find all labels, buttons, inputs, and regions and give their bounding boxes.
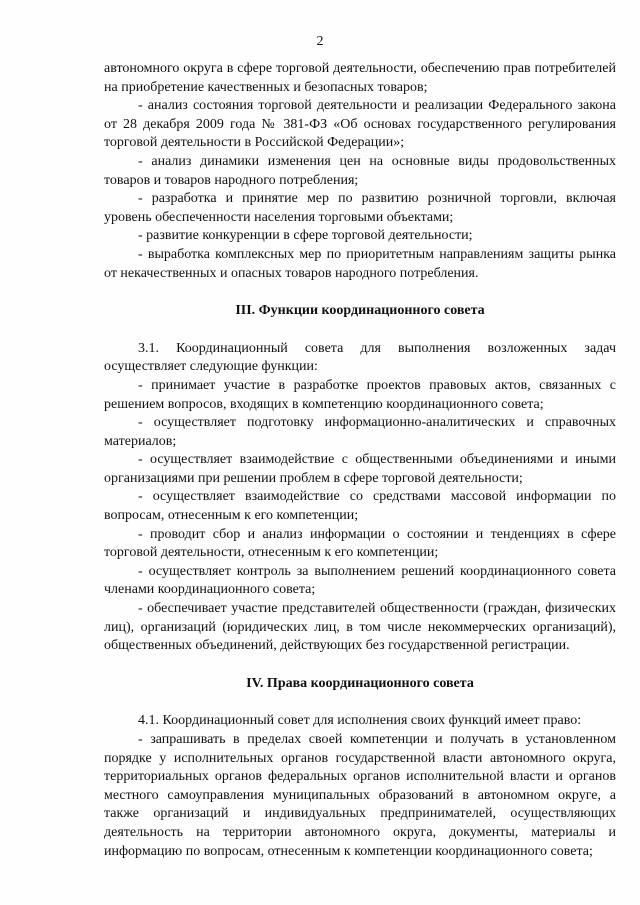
list-item: - осуществляет взаимодействие с общественными объединениями и иными организациями при решении проблем в сфере торговой деятельности;	[104, 452, 616, 486]
list-item: - осуществляет контроль за выполнением решений координационного совета членами координационного совета;	[104, 563, 616, 598]
list-item: - принимает участие в разработке проектов правовых актов, связанных с решением вопросов, входящих в компетенцию координационного совета;	[104, 377, 616, 412]
list-item: - развитие конкуренции в сфере торговой деятельности;	[138, 228, 473, 244]
section-heading-rights: IV. Права координационного совета	[246, 675, 474, 691]
section-heading-functions: III. Функции координационного совета	[235, 303, 485, 319]
section-intro: 3.1. Координационный совета для выполнения возложенных задач осуществляет следующие функции:	[104, 340, 616, 375]
paragraph-continuation: автономного округа в сфере торговой деятельности, обеспечению прав потребителей на приобретение качественных и безопасных товаров;	[104, 61, 616, 95]
list-item: - осуществляет взаимодействие со средствами массовой информации по вопросам, отнесенным к его компетенции;	[104, 489, 616, 524]
list-item: - выработка комплексных мер по приоритетным направлениям защиты рынка от некачественных и опасных товаров народного потребления.	[104, 246, 616, 281]
list-item: - разработка и принятие мер по развитию розничной торговли, включая уровень обеспеченности населения торговыми объектами;	[104, 191, 616, 225]
section-intro: 4.1. Координационный совет для исполнения своих функций имеет право:	[138, 713, 582, 729]
page-number: 2	[316, 34, 324, 49]
document-body	[104, 60, 616, 861]
list-item: - запрашивать в пределах своей компетенции и получать в установленном порядке у исполнительных органов государственной власти автономного округа, территориальных органов федеральных органов исполнительной власти и органов местного самоуправления муниципальных образований в автономном округе, а также организаций и индивидуальных предпринимателей, осуществляющих деятельность на территории автономного округа, документы, материалы и информацию по вопросам, отнесенным к компетенции координационного совета;	[104, 732, 616, 859]
list-item: - проводит сбор и анализ информации о состоянии и тенденциях в сфере торговой деятельности, отнесенным к его компетенции;	[104, 526, 616, 561]
list-item: - анализ состояния торговой деятельности и реализации Федерального закона от 28 декабря 2009 года № 381-ФЗ «Об основах государственного регулирования торговой деятельности в Российской Федерации»;	[104, 98, 616, 151]
list-item: - анализ динамики изменения цен на основные виды продовольственных товаров и товаров народного потребления;	[104, 153, 616, 188]
list-item: - обеспечивает участие представителей общественности (граждан, физических лиц), организаций (юридических лиц, в том числе некоммерческих организаций), общественных объединений, действующих без государственной регистрации.	[104, 601, 616, 654]
list-item: - осуществляет подготовку информационно-аналитических и справочных материалов;	[104, 415, 616, 449]
